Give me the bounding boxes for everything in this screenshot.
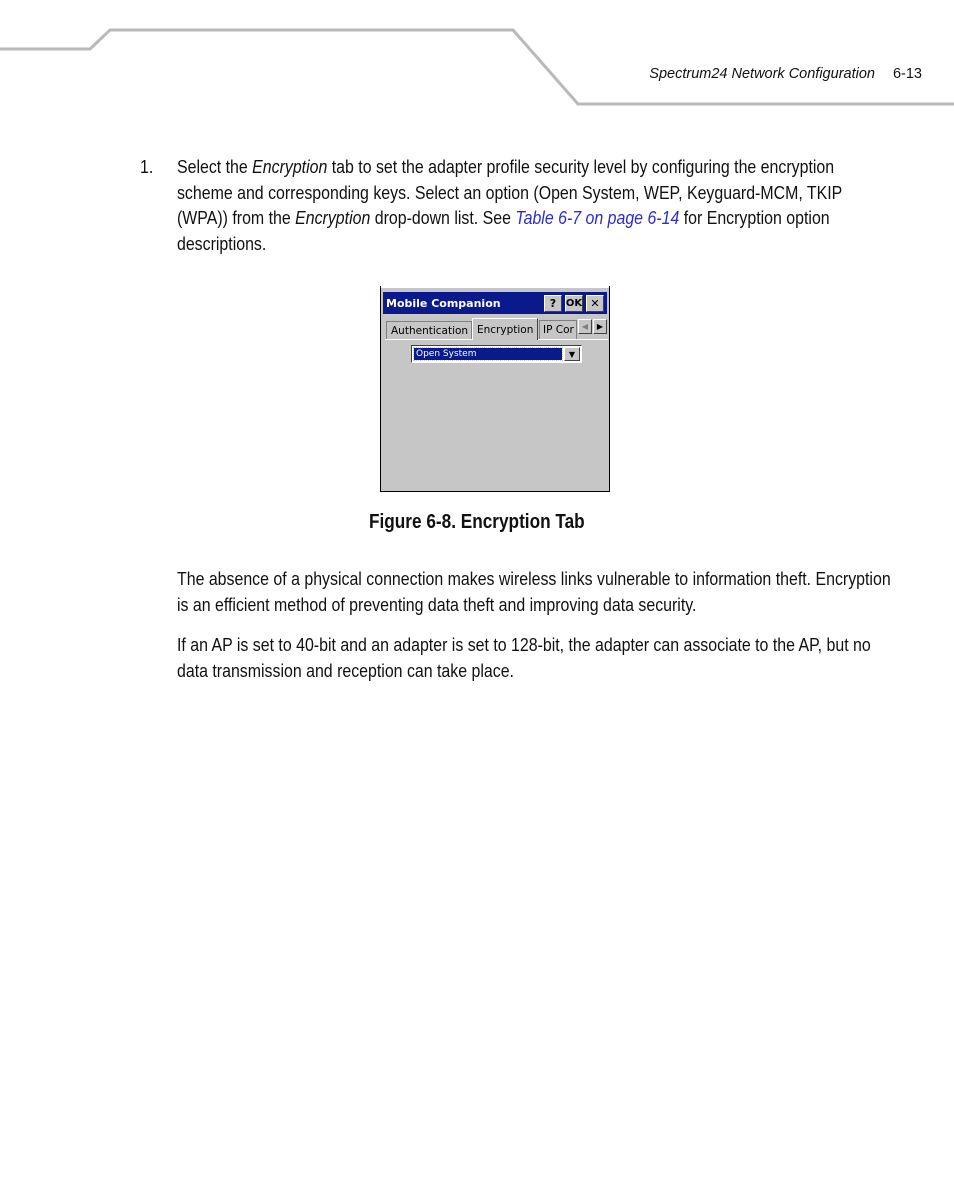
close-button[interactable]: ✕: [586, 295, 604, 312]
step-text-part: tab to set the adapter profile security level by configuring the encryption scheme and corresponding keys. Select an option (Open System, WEP, Keyguard-MCM, TKIP (WPA)) from the: [176, 156, 842, 228]
step-emphasis: Encryption: [252, 156, 328, 177]
page-number: 6-13: [892, 66, 922, 82]
body-paragraph: If an AP is set to 40-bit and an adapter is set to 128-bit, the adapter can associate to the AP, but no data transmission and reception can take place.: [177, 634, 871, 681]
window-titlebar: [383, 292, 607, 314]
encryption-dropdown-value: Open System: [414, 348, 562, 360]
step-number: 1.: [140, 156, 154, 177]
menu-strip: [381, 285, 609, 288]
table-cross-reference-link[interactable]: Table 6-7 on page 6-14: [515, 207, 680, 228]
help-button[interactable]: ?: [544, 295, 562, 312]
running-head: [649, 66, 922, 82]
step-text-part: for Encryption option descriptions.: [176, 207, 830, 254]
step-text-part: drop-down list. See: [370, 207, 516, 228]
step-emphasis: Encryption: [295, 207, 371, 228]
tab-ip-config[interactable]: IP Cor: [539, 320, 577, 339]
window-title: Mobile Companion: [386, 296, 501, 310]
tab-authentication[interactable]: Authentication: [386, 321, 472, 340]
chevron-down-icon[interactable]: ▼: [564, 347, 580, 361]
header-rule: [0, 0, 954, 110]
tab-scroll-left-icon[interactable]: ◀: [578, 319, 592, 334]
step-text: [177, 154, 891, 256]
tab-encryption[interactable]: Encryption: [472, 318, 538, 340]
step-text-part: Select the: [176, 156, 253, 177]
encryption-tab-screenshot: [380, 286, 610, 492]
body-paragraph: The absence of a physical connection makes wireless links vulnerable to information theft. Encryption is an efficient method of preventing data theft and improving data security.: [177, 568, 891, 615]
ok-button[interactable]: OK: [565, 295, 583, 312]
running-head-title: Spectrum24 Network Configuration: [649, 66, 875, 82]
encryption-dropdown[interactable]: [411, 345, 582, 363]
step-1: [140, 154, 842, 256]
figure-caption: Figure 6-8. Encryption Tab: [369, 511, 585, 533]
tab-scroll-right-icon[interactable]: ▶: [593, 319, 607, 334]
